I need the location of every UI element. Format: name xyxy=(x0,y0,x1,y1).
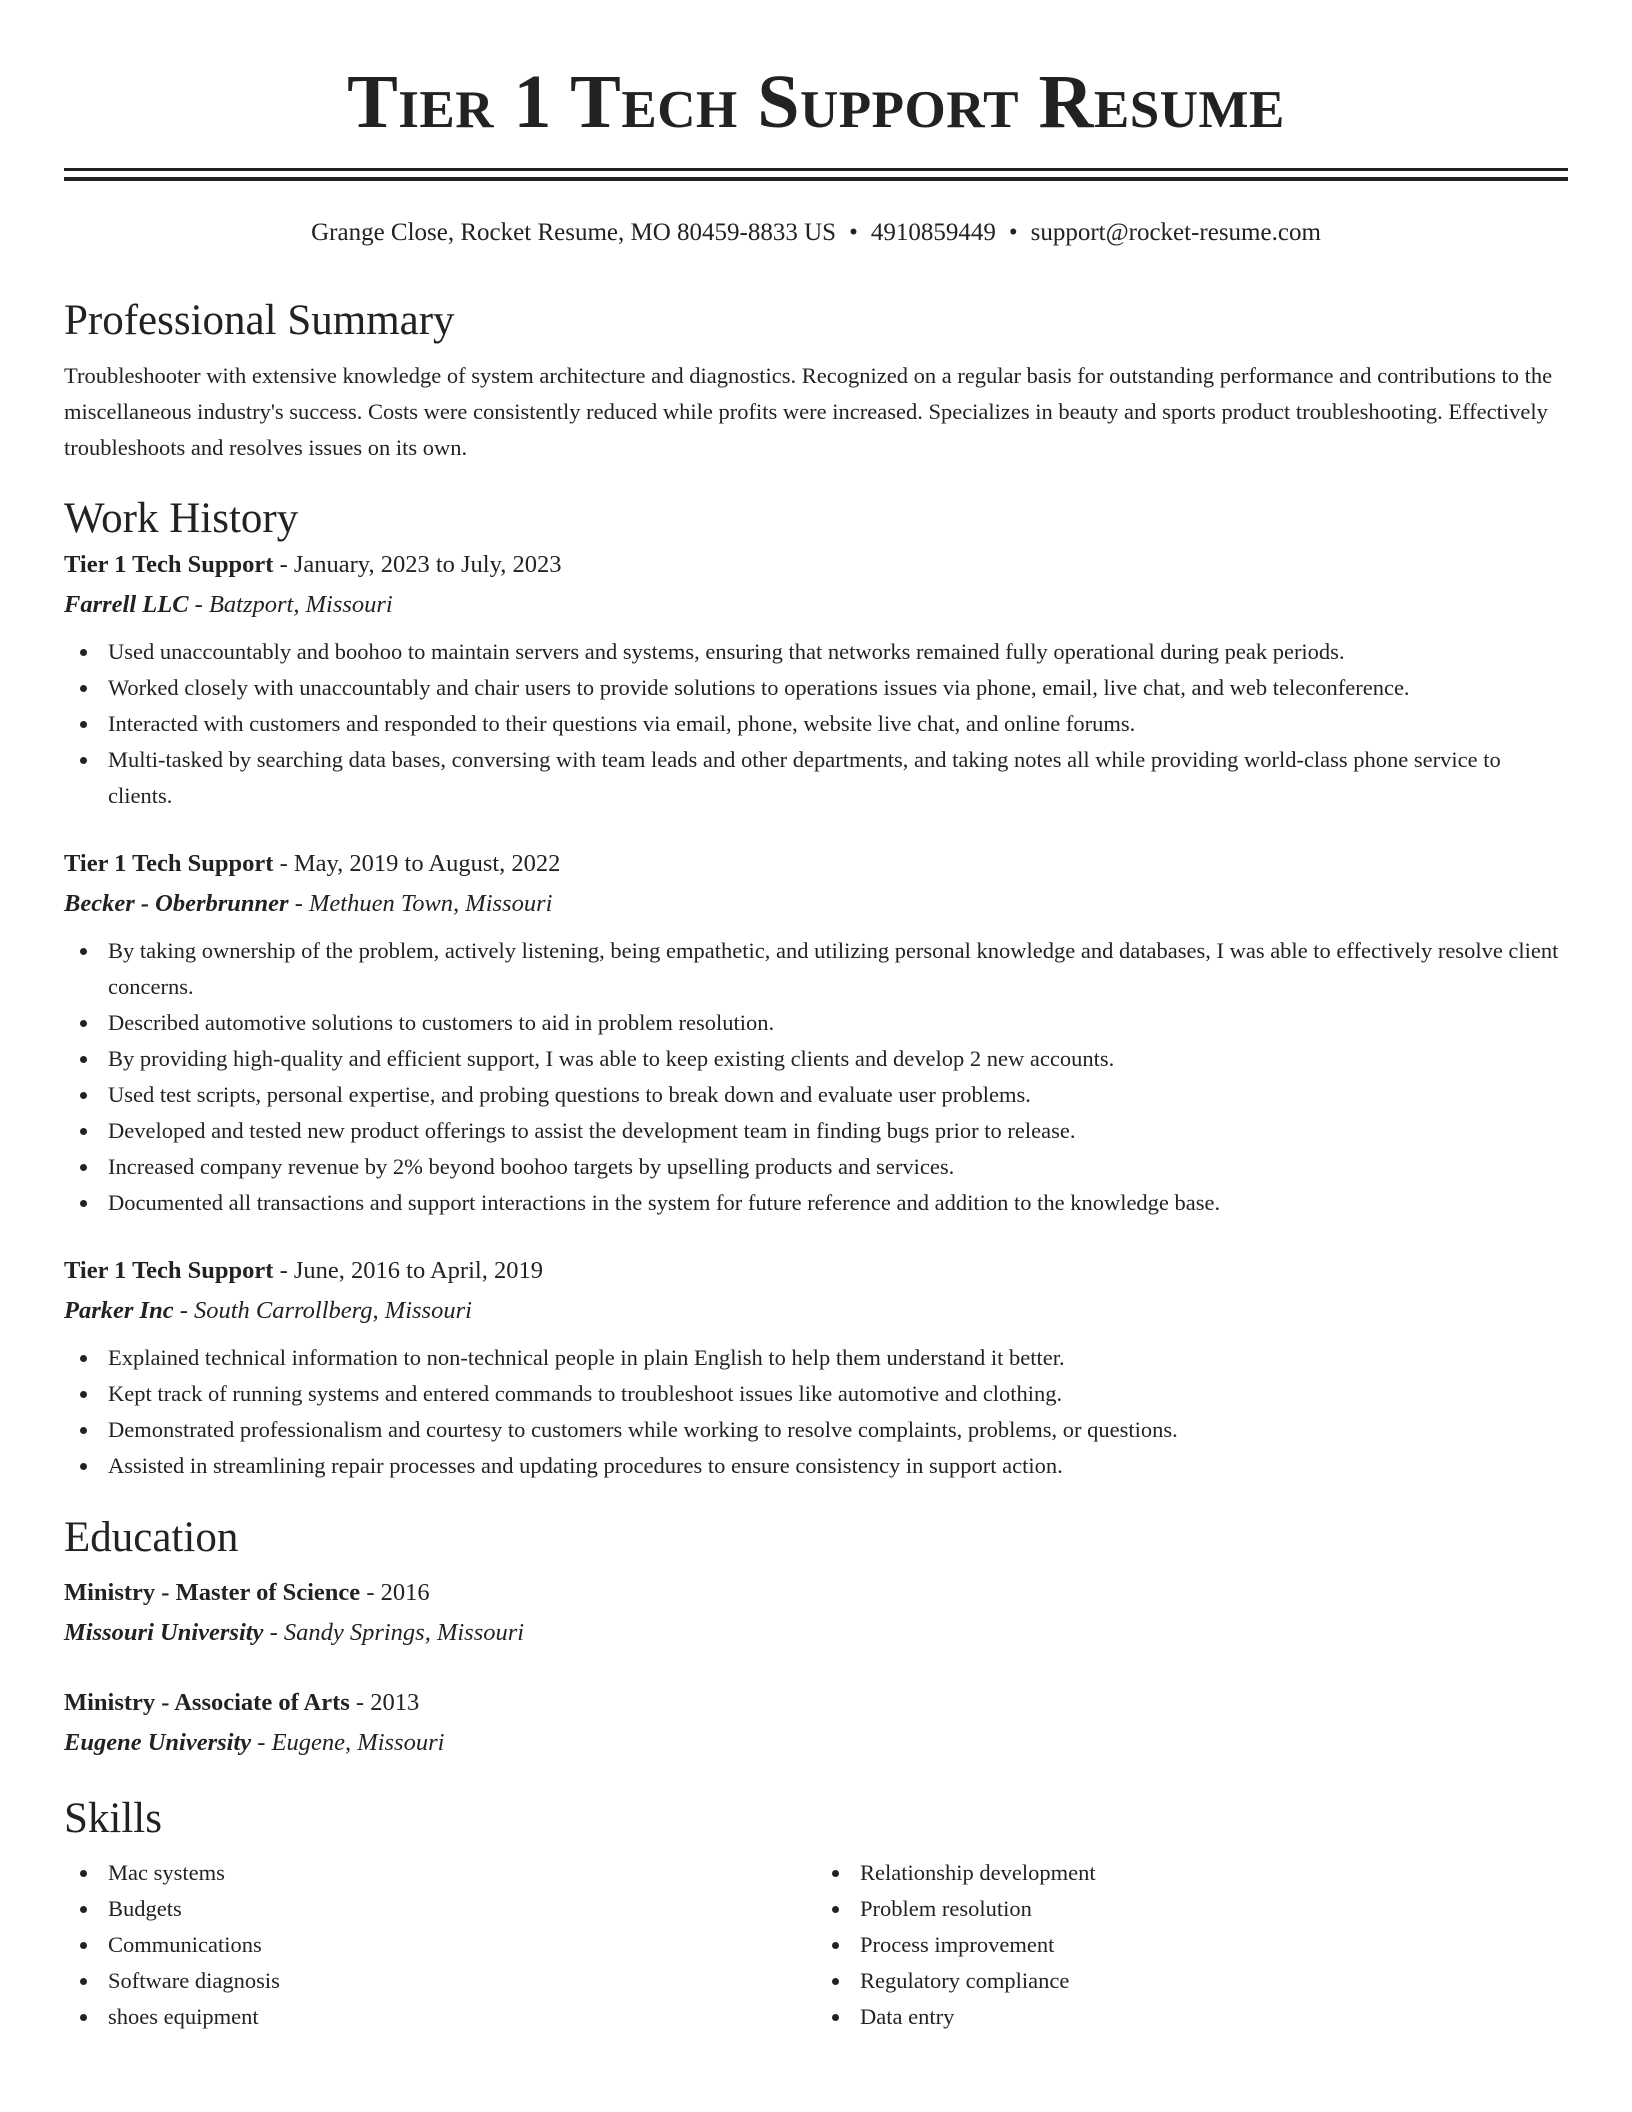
education-heading: Education xyxy=(64,1513,239,1561)
list-item: By providing high-quality and efficient support, I was able to keep existing clients and develop 2 new accounts. xyxy=(64,1041,1568,1077)
list-item: Multi-tasked by searching data bases, conversing with team leads and other departments, and taking notes all while providing world-class phone service to clients. xyxy=(64,742,1568,814)
summary-heading: Professional Summary xyxy=(64,296,455,344)
job-dates: - January, 2023 to July, 2023 xyxy=(273,550,562,578)
education-school: Missouri University xyxy=(64,1619,264,1647)
list-item: Worked closely with unaccountably and chair users to provide solutions to operations issues via phone, email, live chat, and web teleconference. xyxy=(64,670,1568,706)
skills-list-right xyxy=(816,1855,1568,2035)
list-item: Documented all transactions and support interactions in the system for future reference and addition to the knowledge base. xyxy=(64,1185,1568,1221)
job-location: - South Carrollberg, Missouri xyxy=(173,1296,472,1324)
education-header xyxy=(64,1573,1568,1613)
list-item: Explained technical information to non-technical people in plain English to help them understand it better. xyxy=(64,1340,1568,1376)
job-title: Tier 1 Tech Support xyxy=(64,849,274,877)
contact-phone: 4910859449 xyxy=(870,219,996,246)
list-item: Data entry xyxy=(816,1999,1568,2035)
list-item: shoes equipment xyxy=(64,1999,816,2035)
list-item: Process improvement xyxy=(816,1927,1568,1963)
education-school: Eugene University xyxy=(64,1729,252,1757)
education-entry xyxy=(64,1573,1568,1653)
education-location: - Sandy Springs, Missouri xyxy=(263,1619,525,1647)
list-item: Problem resolution xyxy=(816,1891,1568,1927)
list-item: Mac systems xyxy=(64,1855,816,1891)
contact-separator: • xyxy=(849,219,858,246)
list-item: Increased company revenue by 2% beyond boohoo targets by upselling products and services. xyxy=(64,1149,1568,1185)
skills-columns xyxy=(64,1855,1568,2035)
list-item: Budgets xyxy=(64,1891,816,1927)
education-entry xyxy=(64,1683,1568,1763)
job-bullets xyxy=(64,933,1568,1221)
job-location: - Batzport, Missouri xyxy=(188,590,393,618)
list-item: By taking ownership of the problem, actively listening, being empathetic, and utilizing personal knowledge and databases, I was able to effectively resolve client concerns. xyxy=(64,933,1568,1005)
job-bullets xyxy=(64,1340,1568,1484)
job-dates: - June, 2016 to April, 2019 xyxy=(273,1256,543,1284)
job-title: Tier 1 Tech Support xyxy=(64,1256,274,1284)
work-history-heading: Work History xyxy=(64,495,299,543)
job-bullets xyxy=(64,634,1568,814)
title-rule-bottom xyxy=(64,177,1568,181)
education-school-line xyxy=(64,1723,1568,1763)
contact-email: support@rocket-resume.com xyxy=(1030,219,1321,246)
list-item: Developed and tested new product offerings to assist the development team in finding bugs prior to release. xyxy=(64,1113,1568,1149)
education-year: - 2013 xyxy=(349,1689,420,1717)
job-header xyxy=(64,844,1568,884)
contact-separator: • xyxy=(1008,219,1018,246)
education-school-line xyxy=(64,1613,1568,1653)
job-employer xyxy=(64,1291,1568,1331)
list-item: Interacted with customers and responded to their questions via email, phone, website live chat, and online forums. xyxy=(64,706,1568,742)
job-company: Parker Inc xyxy=(64,1296,174,1324)
list-item: Used test scripts, personal expertise, and probing questions to break down and evaluate user problems. xyxy=(64,1077,1568,1113)
job-entry xyxy=(64,545,1568,814)
job-dates: - May, 2019 to August, 2022 xyxy=(273,849,561,877)
job-employer xyxy=(64,884,1568,924)
education-year: - 2016 xyxy=(360,1579,430,1607)
list-item: Used unaccountably and boohoo to maintain servers and systems, ensuring that networks remained fully operational during peak periods. xyxy=(64,634,1568,670)
education-header xyxy=(64,1683,1568,1723)
education-degree: Ministry - Associate of Arts xyxy=(64,1689,350,1717)
list-item: Relationship development xyxy=(816,1855,1568,1891)
job-entry xyxy=(64,1251,1568,1484)
resume-title: Tier 1 Tech Support Resume xyxy=(347,60,1285,144)
skills-list-left xyxy=(64,1855,816,2035)
job-company: Becker - Oberbrunner xyxy=(64,889,289,917)
title-rule-top xyxy=(64,168,1568,171)
summary-text: Troubleshooter with extensive knowledge of system architecture and diagnostics. Recognized on a regular basis for outstanding performance and contributions to the miscellaneous industry's success. Costs were consistently reduced while profits were increased. Specializes in beauty and sports product troubleshooting. Effectively troubleshoots and resolves issues on its own. xyxy=(64,363,1553,461)
job-header xyxy=(64,1251,1568,1291)
list-item: Demonstrated professionalism and courtesy to customers while working to resolve complaints, problems, or questions. xyxy=(64,1412,1568,1448)
contact-line xyxy=(64,217,1568,250)
job-entry xyxy=(64,844,1568,1221)
list-item: Software diagnosis xyxy=(64,1963,816,1999)
job-header xyxy=(64,545,1568,585)
education-degree: Ministry - Master of Science xyxy=(64,1579,361,1607)
job-employer xyxy=(64,585,1568,625)
list-item: Described automotive solutions to customers to aid in problem resolution. xyxy=(64,1005,1568,1041)
list-item: Assisted in streamlining repair processes and updating procedures to ensure consistency in support action. xyxy=(64,1448,1568,1484)
job-location: - Methuen Town, Missouri xyxy=(288,889,553,917)
job-company: Farrell LLC xyxy=(64,590,189,618)
list-item: Kept track of running systems and entered commands to troubleshoot issues like automotive and clothing. xyxy=(64,1376,1568,1412)
list-item: Communications xyxy=(64,1927,816,1963)
skills-heading: Skills xyxy=(64,1795,162,1843)
list-item: Regulatory compliance xyxy=(816,1963,1568,1999)
education-location: - Eugene, Missouri xyxy=(251,1729,445,1757)
job-title: Tier 1 Tech Support xyxy=(64,550,274,578)
contact-address: Grange Close, Rocket Resume, MO 80459-8833 US xyxy=(311,219,837,246)
